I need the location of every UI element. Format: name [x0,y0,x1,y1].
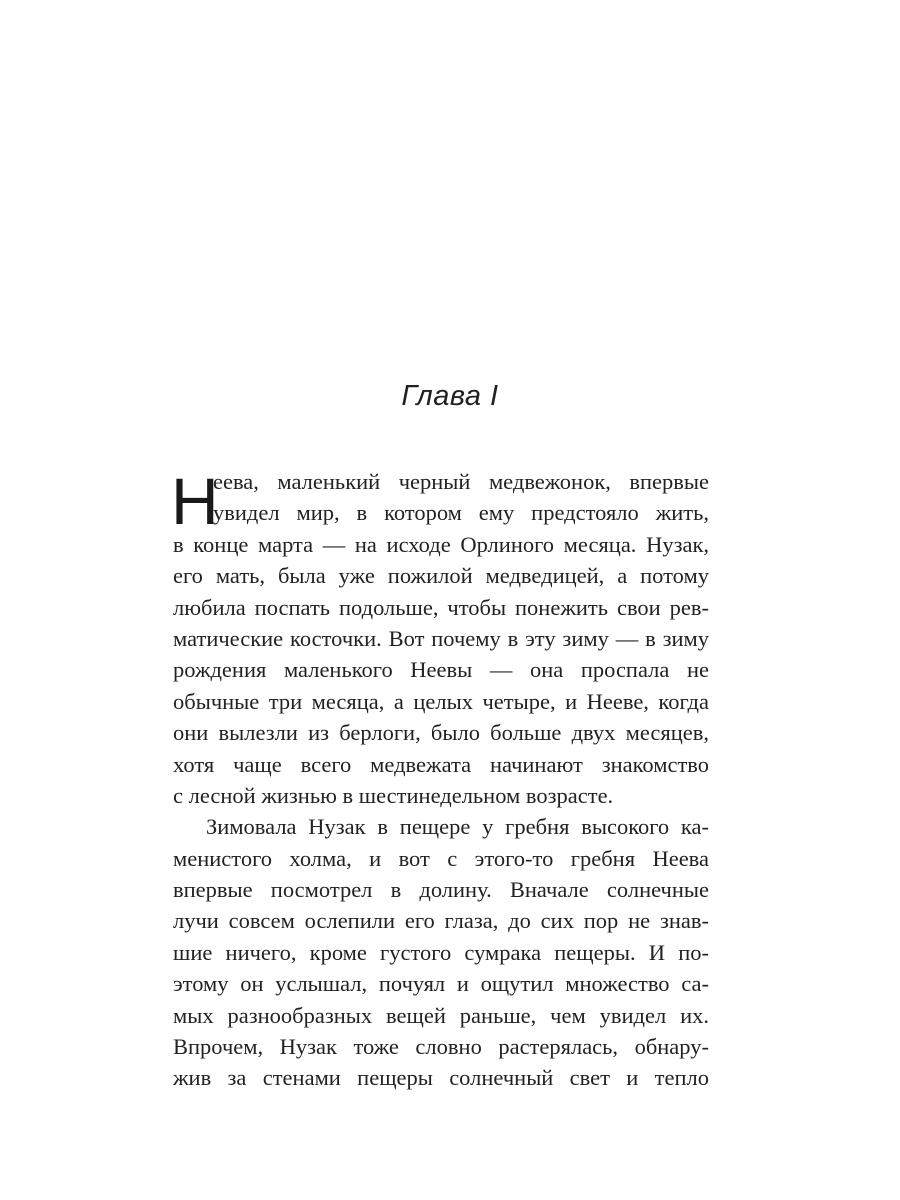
paragraph-2 [173,811,709,1094]
chapter-title: Глава I [401,380,499,412]
text-line: обычные три месяца, а целых четыре, и Нееве, когда [173,688,709,714]
text-line: мых разнообразных вещей раньше, чем увидел их. [173,1002,709,1028]
text-line: еева, маленький черный медвежонок, впервые [213,469,709,494]
paragraph-1 [173,466,709,811]
text-line: с лесной жизнью в шестинедельном возрасте. [173,782,614,808]
text-line: этому он услышал, почуял и ощутил множество са- [173,971,709,997]
text-line: увидел мир, в котором ему предстояло жить, [213,500,709,526]
text-line: жив за стенами пещеры солнечный свет и тепло [173,1065,709,1091]
text-line: хотя чаще всего медвежата начинают знакомство [173,751,709,777]
text-line: его мать, была уже пожилой медведицей, а потому [173,563,709,589]
text-line: Впрочем, Нузак тоже словно растерялась, обнару- [173,1034,709,1060]
text-line: рождения маленького Неевы — она проспала не [173,657,709,683]
text-line: матические косточки. Вот почему в эту зиму — в зиму [173,625,709,651]
text-line: Зимовала Нузак в пещере у гребня высокого ка- [206,814,709,840]
text-line: впервые посмотрел в долину. Вначале солнечные [173,877,709,903]
text-line: любила поспать подольше, чтобы понежить свои рев- [173,594,709,620]
text-line: шие ничего, кроме густого сумрака пещеры. И по- [173,939,709,965]
text-line: менистого холма, и вот с этого-то гребня Неева [173,845,709,871]
text-line: в конце марта — на исходе Орлиного месяца. Нузак, [173,531,709,557]
text-line: лучи совсем ослепили его глаза, до сих пор не знав- [173,908,709,934]
drop-cap: Н [171,464,219,538]
chapter-body [173,466,709,1094]
text-line: они вылезли из берлоги, было больше двух месяцев, [173,720,709,746]
